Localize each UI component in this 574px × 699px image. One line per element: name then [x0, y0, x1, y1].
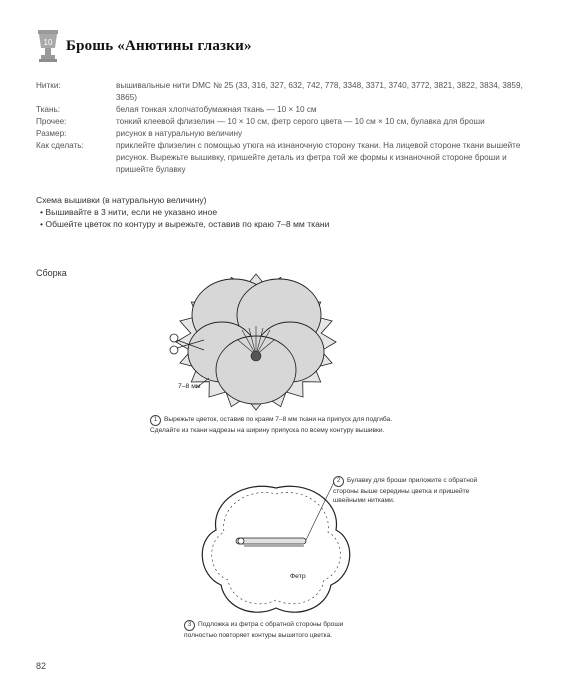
step-3-caption: [184, 620, 364, 640]
assembly-heading: Сборка: [36, 268, 67, 278]
page-number: 82: [36, 661, 47, 671]
spec-row-threads: [36, 80, 536, 104]
scheme-bullet: • Обшейте цветок по контуру и вырежьте, оставив по краю 7–8 мм ткани: [40, 219, 330, 229]
scheme-notes: [36, 194, 536, 230]
spec-list: [36, 80, 536, 176]
step-text: Булавку для броши приложите с обратной стороны выше середины цветка и пришейте швейными нитками.: [333, 477, 478, 504]
allowance-label: 7–8 мм: [178, 383, 201, 390]
spec-value: белая тонкая хлопчатобумажная ткань — 10 × 10 см: [116, 105, 317, 114]
spec-row-size: [36, 128, 536, 140]
bullet-text: Вышивайте в 3 нити, если не указано иное: [45, 207, 218, 217]
spec-value: вышивальные нити DMC № 25 (33, 316, 327, 632, 742, 778, 3348, 3371, 3740, 3772, 3821, 3822, 3834, 3859, 3865): [116, 81, 523, 102]
spec-value: тонкий клеевой флизелин — 10 × 10 см, фетр серого цвета — 10 см × 10 см, булавка для броши: [116, 117, 485, 126]
spec-row-other: [36, 116, 536, 128]
felt-backing-diagram: [196, 480, 356, 625]
scheme-bullet: • Вышивайте в 3 нити, если не указано иное: [40, 207, 218, 217]
spec-value: рисунок в натуральную величину: [116, 129, 243, 138]
step-2-caption: [333, 476, 483, 505]
pansy-cut-diagram: [134, 260, 384, 425]
step-text: Вырежьте цветок, оставив по краям 7–8 мм ткани на припуск для подгиба. Сделайте из ткани надрезы на ширину припуска по всему контуру вышивки.: [150, 416, 393, 434]
spec-label: Размер:: [36, 129, 67, 138]
step-number: 2: [333, 476, 344, 487]
bullet-text: Обшейте цветок по контуру и вырежьте, оставив по краю 7–8 мм ткани: [45, 219, 330, 229]
step-number: 1: [150, 415, 161, 426]
spec-label: Нитки:: [36, 81, 61, 90]
page-header: [36, 28, 252, 64]
step-text: Подложка из фетра с обратной стороны броши полностью повторяет контуры вышитого цветка.: [184, 621, 344, 639]
page-title: Брошь «Анютины глазки»: [66, 37, 252, 54]
step-number: 3: [184, 620, 195, 631]
scheme-heading: Схема вышивки (в натуральную величину): [36, 195, 207, 205]
spec-value: приклейте флизелин с помощью утюга на изнаночную сторону ткани. На лицевой стороне ткани вышейте рисунок. Вырежьте вышивку, пришейте деталь из фетра той же формы к изнаночной стороне броши и пришейте булавку: [116, 141, 521, 174]
step-1-caption: [150, 415, 408, 435]
spec-label: Как сделать:: [36, 141, 84, 150]
spec-label: Ткань:: [36, 105, 61, 114]
spec-row-fabric: [36, 104, 536, 116]
spec-label: Прочее:: [36, 117, 67, 126]
felt-label: Фетр: [290, 573, 306, 580]
chapter-cup-icon: [36, 28, 60, 64]
spec-row-howto: [36, 140, 536, 176]
chapter-number: 10: [43, 38, 53, 47]
